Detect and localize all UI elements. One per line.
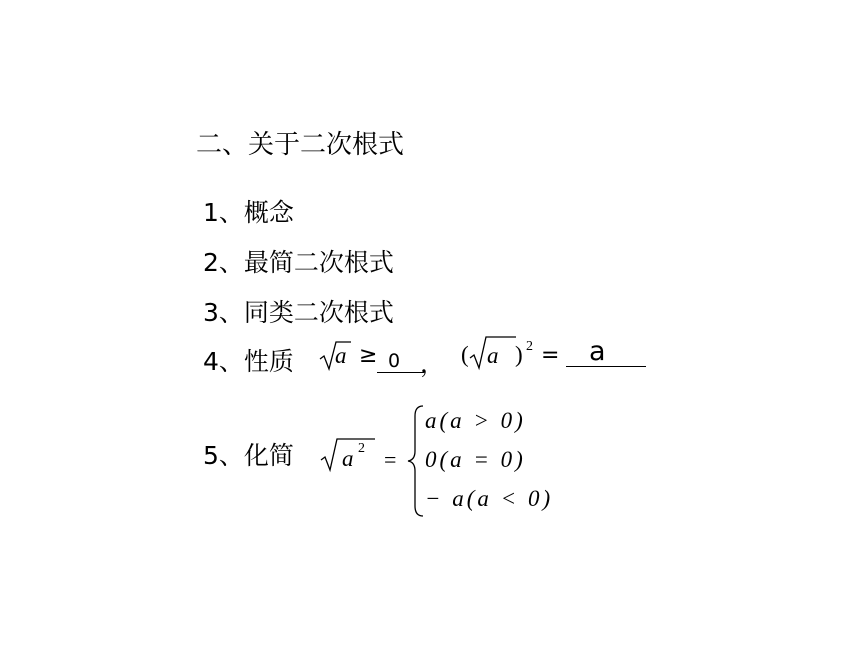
case-negative: − a(a < 0) bbox=[425, 486, 554, 511]
exponent: 2 bbox=[526, 339, 533, 354]
item-label: 同类二次根式 bbox=[243, 298, 394, 327]
answer-blank-1 bbox=[377, 372, 424, 373]
answer-blank-2 bbox=[566, 366, 646, 367]
equals-sign: = bbox=[541, 343, 560, 368]
left-brace bbox=[403, 404, 425, 518]
item-label: 性质 bbox=[243, 347, 294, 376]
case-zero: 0(a = 0) bbox=[425, 447, 526, 472]
open-paren: ( bbox=[461, 342, 469, 367]
simplify-equals: = bbox=[384, 447, 397, 472]
property-radicand: a bbox=[335, 343, 347, 368]
property-answer-2: a bbox=[589, 336, 606, 367]
item-label: 概念 bbox=[243, 198, 294, 227]
item-label: 化简 bbox=[243, 441, 294, 470]
case-positive: a(a > 0) bbox=[425, 408, 526, 433]
geq-sign: ≥ bbox=[359, 343, 378, 368]
item-number: 5、 bbox=[203, 441, 244, 470]
item-number: 3、 bbox=[203, 298, 244, 327]
simplify-exponent: 2 bbox=[358, 441, 365, 456]
property-answer-1: 0 bbox=[388, 350, 401, 372]
simplify-radicand: a bbox=[342, 446, 354, 471]
section-title: 二、关于二次根式 bbox=[196, 130, 405, 160]
item-number: 4、 bbox=[203, 347, 244, 376]
item-label: 最简二次根式 bbox=[243, 248, 394, 277]
list-item-concept bbox=[203, 193, 294, 229]
list-item-like-radicals bbox=[203, 293, 394, 329]
close-paren: ) bbox=[515, 342, 523, 367]
squared-radicand: a bbox=[487, 343, 499, 368]
comma: ， bbox=[420, 349, 446, 378]
item-number: 1、 bbox=[203, 198, 244, 227]
item-number: 2、 bbox=[203, 248, 244, 277]
list-item-simplest-radical bbox=[203, 243, 394, 279]
list-item-simplify bbox=[203, 436, 294, 472]
list-item-properties bbox=[203, 342, 294, 378]
